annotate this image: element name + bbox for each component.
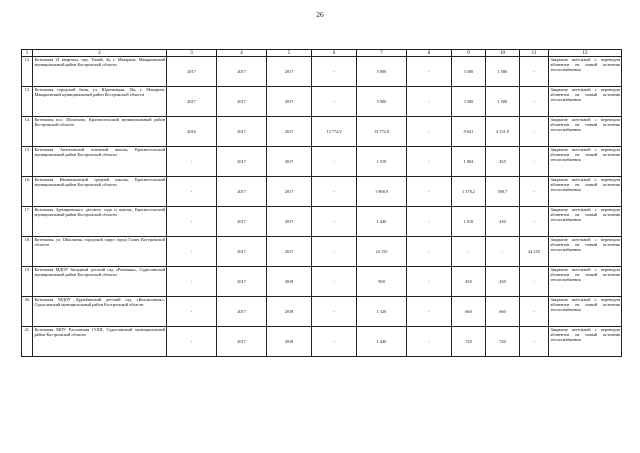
cell-col10: - — [486, 237, 520, 267]
cell-col6: - — [312, 327, 357, 357]
column-header: 8 — [407, 50, 452, 57]
cell-col8: - — [407, 147, 452, 177]
row-number: 12. — [22, 57, 33, 87]
column-header: 4 — [217, 50, 267, 57]
boiler-name: Котельная МОУ Расловская СОШ, Судиславский муниципальный район Костромской области — [33, 327, 167, 357]
cell-col8: - — [407, 237, 452, 267]
cell-col9: 9 641 — [452, 117, 486, 147]
boiler-name: Котельная 21 квартала, пер. Тихий, 4а, г. Макарьев, Макарьевский муниципальный район Костромской области — [33, 57, 167, 87]
cell-col10: 1 500 — [486, 87, 520, 117]
cell-col8: - — [407, 207, 452, 237]
cell-col4: 2017 — [217, 237, 267, 267]
cell-col11: - — [520, 207, 549, 237]
cell-col7: 5 000 — [357, 87, 407, 117]
cell-col10: 1 500 — [486, 57, 520, 87]
cell-col5: 2017 — [267, 207, 312, 237]
cell-col11: - — [520, 87, 549, 117]
cell-col3: 2016 — [167, 117, 217, 147]
cell-col4: 2017 — [217, 327, 267, 357]
column-header: 6 — [312, 50, 357, 57]
table-row — [22, 177, 622, 207]
cell-col7: 1 320 — [357, 297, 407, 327]
cell-col4: 2017 — [217, 267, 267, 297]
cell-col7: 1 440 — [357, 327, 407, 357]
cell-col10: 430 — [486, 207, 520, 237]
cell-col10: 455 — [486, 147, 520, 177]
cell-col3: - — [167, 327, 217, 357]
measure-note: Закрытие котельной с переводом абонентов на новый источник теплоснабжения — [549, 117, 622, 147]
cell-col5: 2017 — [267, 147, 312, 177]
cell-col5: 2018 — [267, 297, 312, 327]
cell-col3: - — [167, 207, 217, 237]
measure-note: Закрытие котельной с переводом абонентов на новый источник теплоснабжения — [549, 207, 622, 237]
cell-col6: - — [312, 237, 357, 267]
column-header: 11 — [520, 50, 549, 57]
cell-col9: 1 063 — [452, 147, 486, 177]
cell-col11: - — [520, 117, 549, 147]
cell-col11: - — [520, 327, 549, 357]
row-number: 18. — [22, 237, 33, 267]
cell-col8: - — [407, 87, 452, 117]
cell-col10: 660 — [486, 297, 520, 327]
cell-col10: 450 — [486, 267, 520, 297]
cell-col6: 13 772,9 — [312, 117, 357, 147]
column-header: 2 — [33, 50, 167, 57]
cell-col6: - — [312, 267, 357, 297]
cell-col7: 24 155 — [357, 237, 407, 267]
cell-col6: - — [312, 87, 357, 117]
boiler-name: Котельная Здемировского детского сада и школы, Красносельский муниципальный район Костромской области — [33, 207, 167, 237]
heat-supply-table — [21, 49, 622, 357]
cell-col10: 4 131,9 — [486, 117, 520, 147]
boiler-name: Котельная городской бани, ул. Юрьевецкая, 18а, г. Макарьев, Макарьевский муниципальный район Костромской области — [33, 87, 167, 117]
row-number: 19. — [22, 267, 33, 297]
measure-note: Закрытие котельной с переводом абонентов на новый источник теплоснабжения — [549, 87, 622, 117]
cell-col11: - — [520, 297, 549, 327]
cell-col4: 2017 — [217, 177, 267, 207]
cell-col4: 2017 — [217, 297, 267, 327]
column-header: 3 — [167, 50, 217, 57]
cell-col4: 2017 — [217, 87, 267, 117]
cell-col7: 900 — [357, 267, 407, 297]
cell-col7: 1 440 — [357, 207, 407, 237]
boiler-name: Котельная Иконниковской средней школы, Красносельский муниципальный район Костромской области — [33, 177, 167, 207]
cell-col8: - — [407, 177, 452, 207]
cell-col3: - — [167, 177, 217, 207]
cell-col4: 2017 — [217, 117, 267, 147]
row-number: 13. — [22, 87, 33, 117]
cell-col7: 1 968,9 — [357, 177, 407, 207]
cell-col11: - — [520, 177, 549, 207]
boiler-name: Котельная МДОУ Западный детский сад «Ромашка», Судиславский муниципальный район Костромской области — [33, 267, 167, 297]
cell-col6: - — [312, 297, 357, 327]
measure-note: Закрытие котельной с переводом абонентов на новый источник теплоснабжения — [549, 57, 622, 87]
cell-col5: 2017 — [267, 117, 312, 147]
cell-col3: - — [167, 147, 217, 177]
row-number: 20. — [22, 297, 33, 327]
measure-note: Закрытие котельной с переводом абонентов на новый источник теплоснабжения — [549, 237, 622, 267]
table-row — [22, 267, 622, 297]
cell-col6: - — [312, 207, 357, 237]
cell-col11: - — [520, 57, 549, 87]
cell-col9: 3 500 — [452, 87, 486, 117]
cell-col10: 720 — [486, 327, 520, 357]
cell-col11: - — [520, 147, 549, 177]
table-row — [22, 237, 622, 267]
cell-col4: 2017 — [217, 147, 267, 177]
cell-col3: - — [167, 237, 217, 267]
cell-col9: - — [452, 237, 486, 267]
cell-col6: - — [312, 57, 357, 87]
cell-col3: 2017 — [167, 57, 217, 87]
cell-col5: 2017 — [267, 57, 312, 87]
cell-col9: 1 378,2 — [452, 177, 486, 207]
boiler-name: Котельная, ул. Школьная, городской округ город Галич Костромской области — [33, 237, 167, 267]
row-number: 16. — [22, 177, 33, 207]
row-number: 15. — [22, 147, 33, 177]
cell-col8: - — [407, 117, 452, 147]
row-number: 21. — [22, 327, 33, 357]
table-row — [22, 327, 622, 357]
page-number: 26 — [316, 10, 324, 19]
cell-col10: 590,7 — [486, 177, 520, 207]
cell-col11: 24 155 — [520, 237, 549, 267]
cell-col9: 450 — [452, 267, 486, 297]
table-row — [22, 207, 622, 237]
cell-col9: 1 010 — [452, 207, 486, 237]
boiler-name: Котельная МДОУ Дружбинский детский сад «Колокольчик», Судиславский муниципальный район Костромской области — [33, 297, 167, 327]
column-header: 12 — [549, 50, 622, 57]
table-row — [22, 297, 622, 327]
cell-col6: - — [312, 177, 357, 207]
table-row — [22, 87, 622, 117]
column-header: 10 — [486, 50, 520, 57]
cell-col11: - — [520, 267, 549, 297]
row-number: 17. — [22, 207, 33, 237]
cell-col8: - — [407, 297, 452, 327]
cell-col8: - — [407, 267, 452, 297]
cell-col5: 2017 — [267, 237, 312, 267]
measure-note: Закрытие котельной с переводом абонентов на новый источник теплоснабжения — [549, 297, 622, 327]
measure-note: Закрытие котельной с переводом абонентов на новый источник теплоснабжения — [549, 177, 622, 207]
cell-col7: 1 518 — [357, 147, 407, 177]
cell-col7: 13 772,9 — [357, 117, 407, 147]
column-header: 1 — [22, 50, 33, 57]
cell-col7: 5 000 — [357, 57, 407, 87]
measure-note: Закрытие котельной с переводом абонентов на новый источник теплоснабжения — [549, 267, 622, 297]
table-row — [22, 147, 622, 177]
cell-col5: 2018 — [267, 327, 312, 357]
measure-note: Закрытие котельной с переводом абонентов на новый источник теплоснабжения — [549, 327, 622, 357]
cell-col8: - — [407, 57, 452, 87]
cell-col4: 2017 — [217, 57, 267, 87]
table-row — [22, 57, 622, 87]
cell-col3: 2017 — [167, 87, 217, 117]
cell-col4: 2017 — [217, 207, 267, 237]
column-header: 7 — [357, 50, 407, 57]
table-row — [22, 117, 622, 147]
boiler-name: Котельная Антоновской основной школы, Красносельский муниципальный район Костромской области — [33, 147, 167, 177]
cell-col9: 3 500 — [452, 57, 486, 87]
cell-col5: 2018 — [267, 267, 312, 297]
cell-col8: - — [407, 327, 452, 357]
measure-note: Закрытие котельной с переводом абонентов на новый источник теплоснабжения — [549, 147, 622, 177]
cell-col6: - — [312, 147, 357, 177]
column-header: 5 — [267, 50, 312, 57]
row-number: 14. — [22, 117, 33, 147]
cell-col9: 720 — [452, 327, 486, 357]
column-header: 9 — [452, 50, 486, 57]
cell-col9: 660 — [452, 297, 486, 327]
column-number-header-row — [22, 50, 622, 57]
cell-col3: - — [167, 297, 217, 327]
cell-col5: 2017 — [267, 87, 312, 117]
boiler-name: Котельная пос. Шолохово, Красносельский муниципальный район Костромской области — [33, 117, 167, 147]
cell-col5: 2017 — [267, 177, 312, 207]
cell-col3: - — [167, 267, 217, 297]
